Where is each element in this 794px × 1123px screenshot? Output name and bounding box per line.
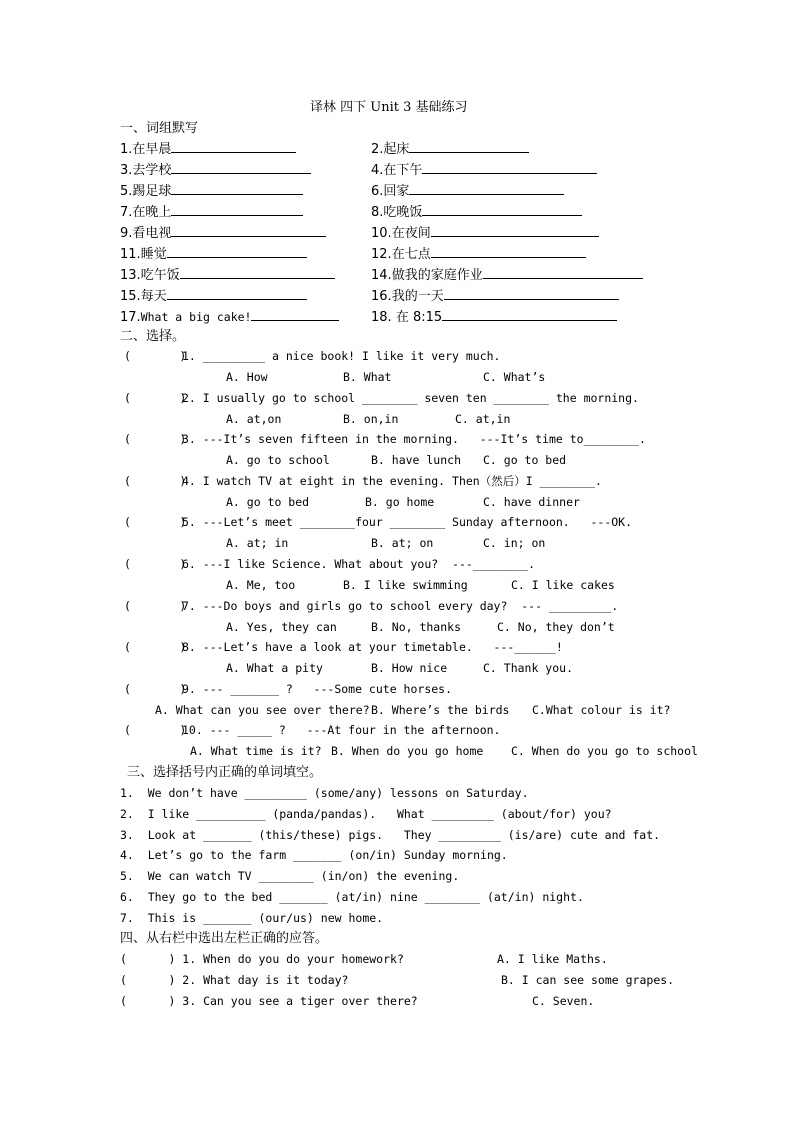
question-stem: 10. --- _____ ? ---At four in the afternoon. [182, 723, 501, 738]
section2-heading: 二、选择。 [120, 329, 186, 344]
answer-paren[interactable]: ( ) [124, 473, 187, 488]
item-number: 4. [371, 163, 384, 178]
answer-blank[interactable] [444, 287, 619, 300]
match-question: ( ) 1. When do you do your homework? [120, 952, 404, 966]
match-answer: B. I can see some grapes. [501, 973, 675, 987]
item-number: 12. [371, 247, 392, 262]
option-a[interactable]: A. What can you see over there? [155, 702, 370, 717]
option-b[interactable]: B. No, thanks [371, 619, 462, 634]
option-a[interactable]: A. go to bed [226, 494, 310, 509]
item-number: 6. [371, 184, 384, 199]
item-text: 每天 [140, 289, 167, 304]
match-answer: A. I like Maths. [497, 952, 608, 966]
answer-paren[interactable]: ( ) [124, 557, 187, 571]
item-text: 去学校 [132, 163, 172, 178]
fill-item: 6. They go to the bed _______ (at/in) nine ________ (at/in) night. [120, 890, 584, 904]
answer-blank[interactable] [180, 266, 335, 279]
item-number: 10. [371, 226, 392, 241]
question-stem: 3. ---It’s seven fifteen in the morning. ---It’s time to________. [182, 432, 646, 447]
item-text: 起床 [383, 142, 410, 157]
answer-paren[interactable]: ( ) [124, 432, 187, 447]
question-stem: 6. ---I like Science. What about you? ---________. [182, 557, 536, 571]
option-a[interactable]: A. How [226, 370, 268, 384]
fill-item: 1. We don’t have _________ (some/any) lessons on Saturday. [120, 786, 529, 800]
item-text: 做我的家庭作业 [391, 268, 483, 283]
item-number: 18. [371, 310, 392, 325]
answer-blank[interactable] [171, 140, 296, 153]
question-stem: 4. I watch TV at eight in the evening. Then（然后）I ________. [182, 473, 602, 488]
section1-heading: 一、词组默写 [120, 121, 199, 136]
option-c[interactable]: C. go to bed [483, 453, 567, 468]
answer-blank[interactable] [409, 140, 529, 153]
item-number: 15. [120, 289, 141, 304]
vocab-item [120, 203, 303, 220]
item-text: 回家 [383, 184, 410, 199]
option-c[interactable]: C. in; on [483, 536, 546, 551]
option-b[interactable]: B. go home [365, 494, 435, 509]
item-text: 在夜间 [391, 226, 431, 241]
item-text: 看电视 [132, 226, 172, 241]
item-text: 我的一天 [391, 289, 444, 304]
vocab-item [371, 224, 599, 241]
item-text: 在早晨 [132, 142, 172, 157]
vocab-item [120, 287, 307, 304]
answer-blank[interactable] [171, 203, 303, 216]
option-b[interactable]: B. have lunch [371, 453, 462, 468]
fill-item: 4. Let’s go to the farm _______ (on/in) Sunday morning. [120, 848, 508, 863]
option-a[interactable]: A. What time is it? [190, 744, 322, 759]
answer-paren[interactable]: ( ) [124, 723, 187, 738]
vocab-item [371, 266, 643, 283]
page-title: 译林 四下 Unit 3 基础练习 [310, 100, 468, 115]
vocab-item [120, 308, 339, 325]
option-c[interactable]: C. have dinner [483, 494, 580, 509]
answer-blank[interactable] [251, 308, 339, 321]
item-text: 吃午饭 [140, 268, 180, 283]
item-text: 在 8:15 [391, 310, 443, 325]
option-c[interactable]: C. I like cakes [511, 578, 615, 592]
question-stem: 5. ---Let’s meet ________four ________ Sunday afternoon. ---OK. [182, 515, 633, 530]
option-b[interactable]: B. What [343, 370, 392, 384]
answer-blank[interactable] [167, 287, 307, 300]
item-number: 16. [371, 289, 392, 304]
fill-item: 2. I like __________ (panda/pandas). What _________ (about/for) you? [120, 806, 612, 821]
question-stem: 7. ---Do boys and girls go to school every day? --- _________. [182, 598, 619, 613]
answer-blank[interactable] [422, 203, 582, 216]
item-number: 1. [120, 142, 133, 157]
item-number: 9. [120, 226, 133, 241]
vocab-item [120, 140, 296, 157]
item-number: 2. [371, 142, 384, 157]
vocab-item [371, 140, 529, 157]
item-number: 11. [120, 247, 141, 262]
answer-blank[interactable] [167, 245, 307, 258]
option-c[interactable]: C. No, they don’t [497, 619, 615, 634]
item-text: What a big cake! [140, 310, 252, 324]
answer-paren[interactable]: ( ) [124, 515, 187, 530]
item-text: 吃晚饭 [383, 205, 423, 220]
match-question: ( ) 2. What day is it today? [120, 973, 349, 987]
item-text: 在晚上 [132, 205, 172, 220]
fill-item: 7. This is _______ (our/us) new home. [120, 910, 384, 925]
section3-heading: 三、选择括号内正确的单词填空。 [127, 765, 323, 780]
answer-paren[interactable]: ( ) [124, 390, 187, 405]
answer-blank[interactable] [409, 182, 564, 195]
fill-item: 5. We can watch TV ________ (in/on) the evening. [120, 869, 460, 884]
item-number: 14. [371, 268, 392, 283]
question-stem: 8. ---Let’s have a look at your timetable. ---______! [182, 640, 563, 655]
option-b[interactable]: B. When do you go home [331, 744, 484, 759]
item-number: 5. [120, 184, 133, 199]
vocab-item [371, 203, 582, 220]
answer-blank[interactable] [422, 161, 597, 174]
vocab-item [120, 224, 326, 241]
option-a[interactable]: A. at; in [226, 536, 289, 551]
item-text: 在下午 [383, 163, 423, 178]
answer-blank[interactable] [431, 245, 586, 258]
answer-paren[interactable]: ( ) [124, 640, 187, 655]
answer-blank[interactable] [483, 266, 643, 279]
option-c[interactable]: C.What colour is it? [532, 702, 671, 717]
fill-item: 3. Look at _______ (this/these) pigs. They _________ (is/are) cute and fat. [120, 827, 661, 842]
option-b[interactable]: B. I like swimming [343, 578, 468, 592]
option-c[interactable]: C. at,in [455, 411, 511, 426]
item-text: 睡觉 [140, 247, 167, 262]
option-c[interactable]: C. What’s [483, 370, 546, 384]
item-text: 在七点 [391, 247, 431, 262]
question-stem: 9. --- _______ ? ---Some cute horses. [182, 681, 453, 696]
vocab-item [371, 182, 564, 199]
item-number: 3. [120, 163, 133, 178]
item-text: 踢足球 [132, 184, 172, 199]
answer-blank[interactable] [442, 308, 617, 321]
option-a[interactable]: A. go to school [226, 453, 330, 468]
option-a[interactable]: A. Me, too [226, 578, 296, 592]
match-question: ( ) 3. Can you see a tiger over there? [120, 994, 418, 1008]
option-b[interactable]: B. at; on [371, 536, 434, 551]
answer-blank[interactable] [431, 224, 599, 237]
vocab-item [371, 245, 586, 262]
item-number: 7. [120, 205, 133, 220]
item-number: 17. [120, 310, 141, 325]
vocab-item [120, 245, 307, 262]
answer-paren[interactable]: ( ) [124, 598, 187, 613]
answer-blank[interactable] [171, 224, 326, 237]
vocab-item [120, 266, 335, 283]
answer-paren[interactable]: ( ) [124, 681, 187, 696]
match-answer: C. Seven. [532, 994, 595, 1008]
vocab-item [120, 161, 311, 178]
vocab-item [371, 161, 597, 178]
section4-heading: 四、从右栏中选出左栏正确的应答。 [120, 931, 329, 946]
vocab-item [371, 308, 617, 325]
option-c[interactable]: C. When do you go to school [511, 744, 698, 759]
item-number: 13. [120, 268, 141, 283]
option-b[interactable]: B. Where’s the birds [371, 702, 510, 717]
question-stem: 1. _________ a nice book! I like it very much. [182, 349, 501, 363]
option-a[interactable]: A. What a pity [226, 661, 323, 676]
answer-blank[interactable] [171, 161, 311, 174]
vocab-item [120, 182, 303, 199]
option-c[interactable]: C. Thank you. [483, 661, 574, 676]
item-number: 8. [371, 205, 384, 220]
option-a[interactable]: A. at,on [226, 411, 282, 426]
vocab-item [371, 287, 619, 304]
option-b[interactable]: B. on,in [343, 411, 399, 426]
option-b[interactable]: B. How nice [371, 661, 448, 676]
question-stem: 2. I usually go to school ________ seven ten ________ the morning. [182, 390, 639, 405]
answer-paren[interactable]: ( ) [124, 349, 187, 363]
answer-blank[interactable] [171, 182, 303, 195]
option-a[interactable]: A. Yes, they can [226, 619, 337, 634]
